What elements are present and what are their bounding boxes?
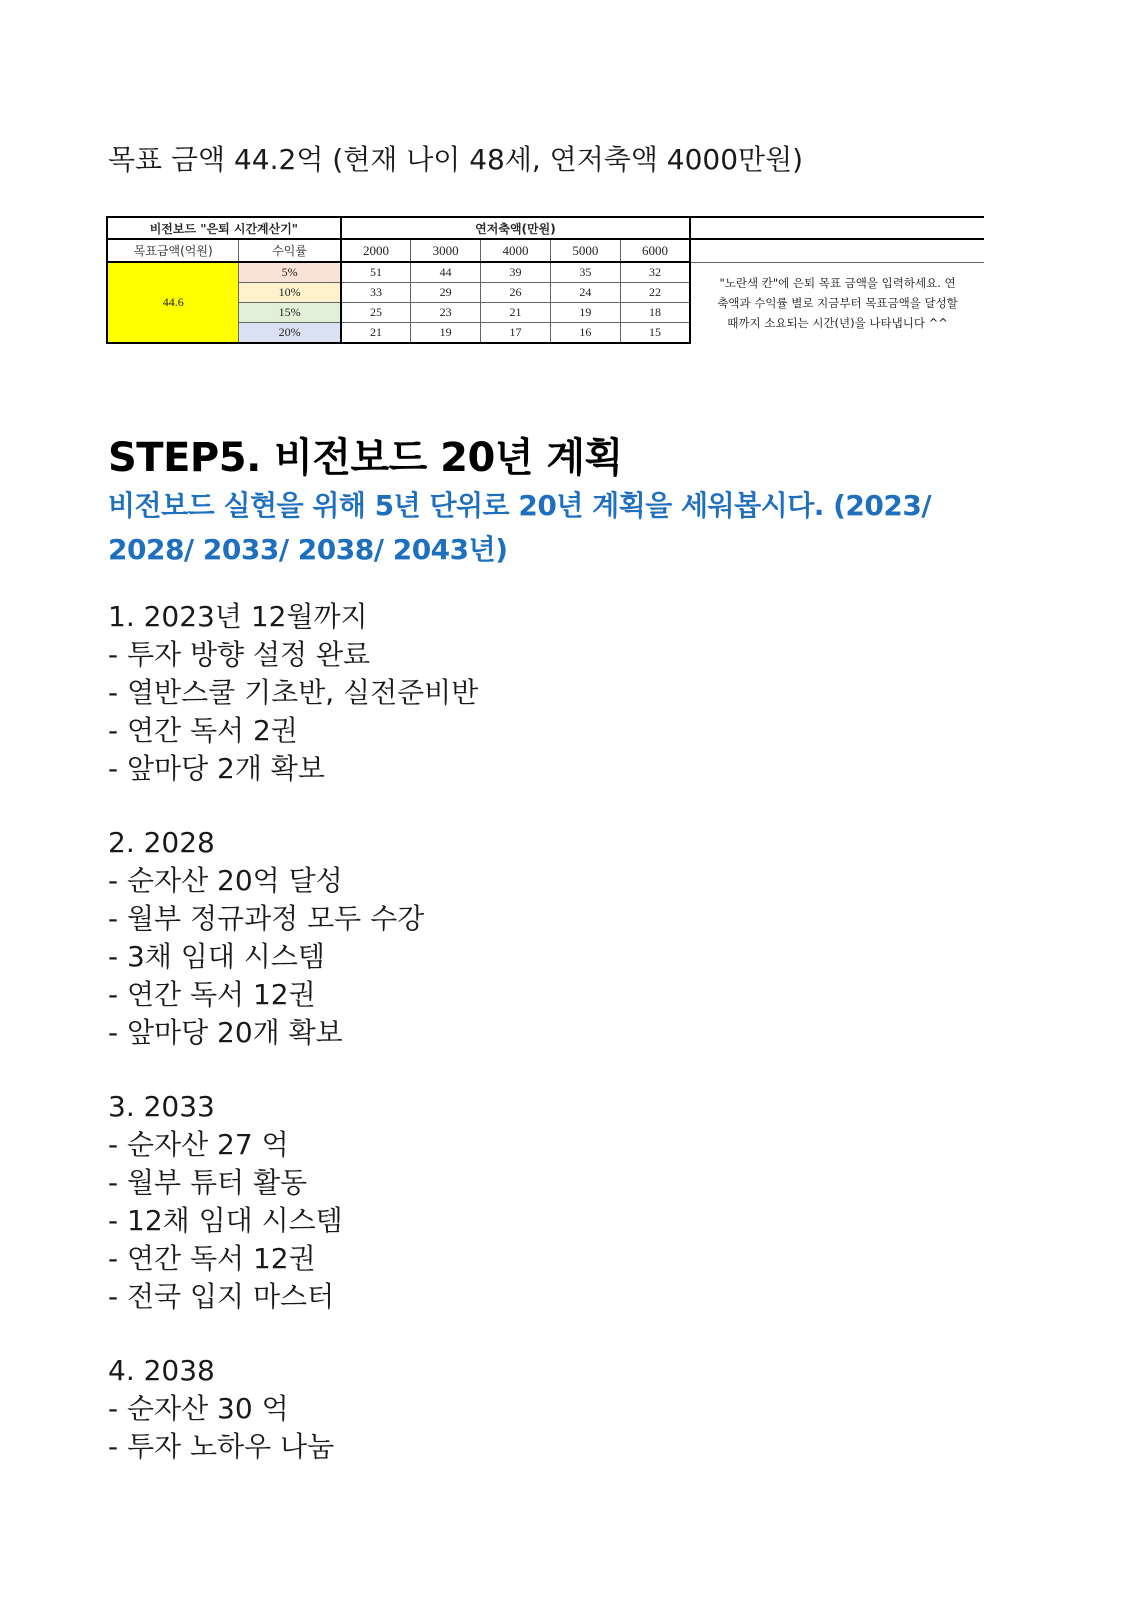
years-cell: 23	[411, 303, 481, 323]
rate-label: 수익률	[239, 239, 341, 262]
years-cell: 32	[620, 262, 690, 283]
years-cell: 16	[550, 323, 620, 344]
calculator-note	[690, 262, 984, 343]
plan-item: - 투자 방향 설정 완료	[108, 638, 371, 671]
plan-item: - 순자산 20억 달성	[108, 864, 343, 897]
plan-item: - 12채 임대 시스템	[108, 1204, 343, 1237]
years-cell: 24	[550, 283, 620, 303]
years-cell: 33	[341, 283, 411, 303]
plan-item: - 연간 독서 12권	[108, 1242, 316, 1275]
step-title: STEP5. 비전보드 20년 계획	[108, 435, 623, 481]
plan-section-title: 2. 2028	[108, 826, 215, 859]
years-cell: 22	[620, 283, 690, 303]
savings-4000: 4000	[481, 239, 551, 262]
plan-item: - 월부 튜터 활동	[108, 1166, 308, 1199]
savings-3000: 3000	[411, 239, 481, 262]
years-cell: 15	[620, 323, 690, 344]
note-blank-cell	[690, 239, 984, 262]
years-cell: 26	[481, 283, 551, 303]
years-cell: 19	[411, 323, 481, 344]
target-amount-input[interactable]: 44.6	[107, 262, 239, 343]
plan-section-2033	[108, 1088, 1008, 1316]
step-subtitle: 비전보드 실현을 위해 5년 단위로 20년 계획을 세워봅시다. (2023/ 2028/ 2033/ 2038/ 2043년)	[108, 489, 932, 566]
plan-item: - 앞마당 20개 확보	[108, 1016, 343, 1049]
target-amount-label: 목표금액(억원)	[107, 239, 239, 262]
calculator-title: 비전보드 "은퇴 시간계산기"	[107, 217, 341, 239]
years-cell: 17	[481, 323, 551, 344]
plan-section-title: 1. 2023년 12월까지	[108, 600, 368, 633]
plan-item: - 투자 노하우 나눔	[108, 1430, 335, 1463]
rate-10: 10%	[239, 283, 341, 303]
savings-5000: 5000	[550, 239, 620, 262]
plan-section-title: 3. 2033	[108, 1090, 215, 1123]
rate-20: 20%	[239, 323, 341, 344]
years-cell: 39	[481, 262, 551, 283]
years-cell: 51	[341, 262, 411, 283]
note-line: 때까지 소요되는 시간(년)을 나타냅니다 ^^	[727, 315, 948, 330]
calculator-grid	[106, 216, 984, 344]
plan-section-2023	[108, 598, 1008, 788]
plan-item: - 열반스쿨 기초반, 실전준비반	[108, 676, 479, 709]
plan-item: - 연간 독서 2권	[108, 714, 298, 747]
years-cell: 25	[341, 303, 411, 323]
savings-header: 연저축액(만원)	[341, 217, 690, 239]
years-cell: 29	[411, 283, 481, 303]
plan-section-title: 4. 2038	[108, 1354, 215, 1387]
twenty-year-plan	[108, 598, 1008, 1502]
plan-item: - 월부 정규과정 모두 수강	[108, 902, 425, 935]
savings-2000: 2000	[341, 239, 411, 262]
note-header-cell	[690, 217, 984, 239]
rate-15: 15%	[239, 303, 341, 323]
plan-section-2028	[108, 824, 1008, 1052]
years-cell: 21	[481, 303, 551, 323]
years-cell: 18	[620, 303, 690, 323]
note-line: "노란색 칸"에 은퇴 목표 금액을 입력하세요. 연	[719, 275, 956, 290]
plan-item: - 연간 독서 12권	[108, 978, 316, 1011]
retirement-calculator-table	[106, 216, 984, 348]
plan-item: - 전국 입지 마스터	[108, 1280, 335, 1313]
target-summary: 목표 금액 44.2억 (현재 나이 48세, 연저축액 4000만원)	[108, 143, 804, 176]
years-cell: 35	[550, 262, 620, 283]
years-cell: 21	[341, 323, 411, 344]
plan-item: - 3채 임대 시스템	[108, 940, 325, 973]
savings-6000: 6000	[620, 239, 690, 262]
plan-section-2038	[108, 1352, 1008, 1466]
plan-item: - 순자산 30 억	[108, 1392, 289, 1425]
rate-5: 5%	[239, 262, 341, 283]
plan-item: - 순자산 27 억	[108, 1128, 289, 1161]
note-line: 축액과 수익률 별로 지금부터 목표금액을 달성할	[717, 295, 958, 310]
years-cell: 19	[550, 303, 620, 323]
plan-item: - 앞마당 2개 확보	[108, 752, 325, 785]
years-cell: 44	[411, 262, 481, 283]
